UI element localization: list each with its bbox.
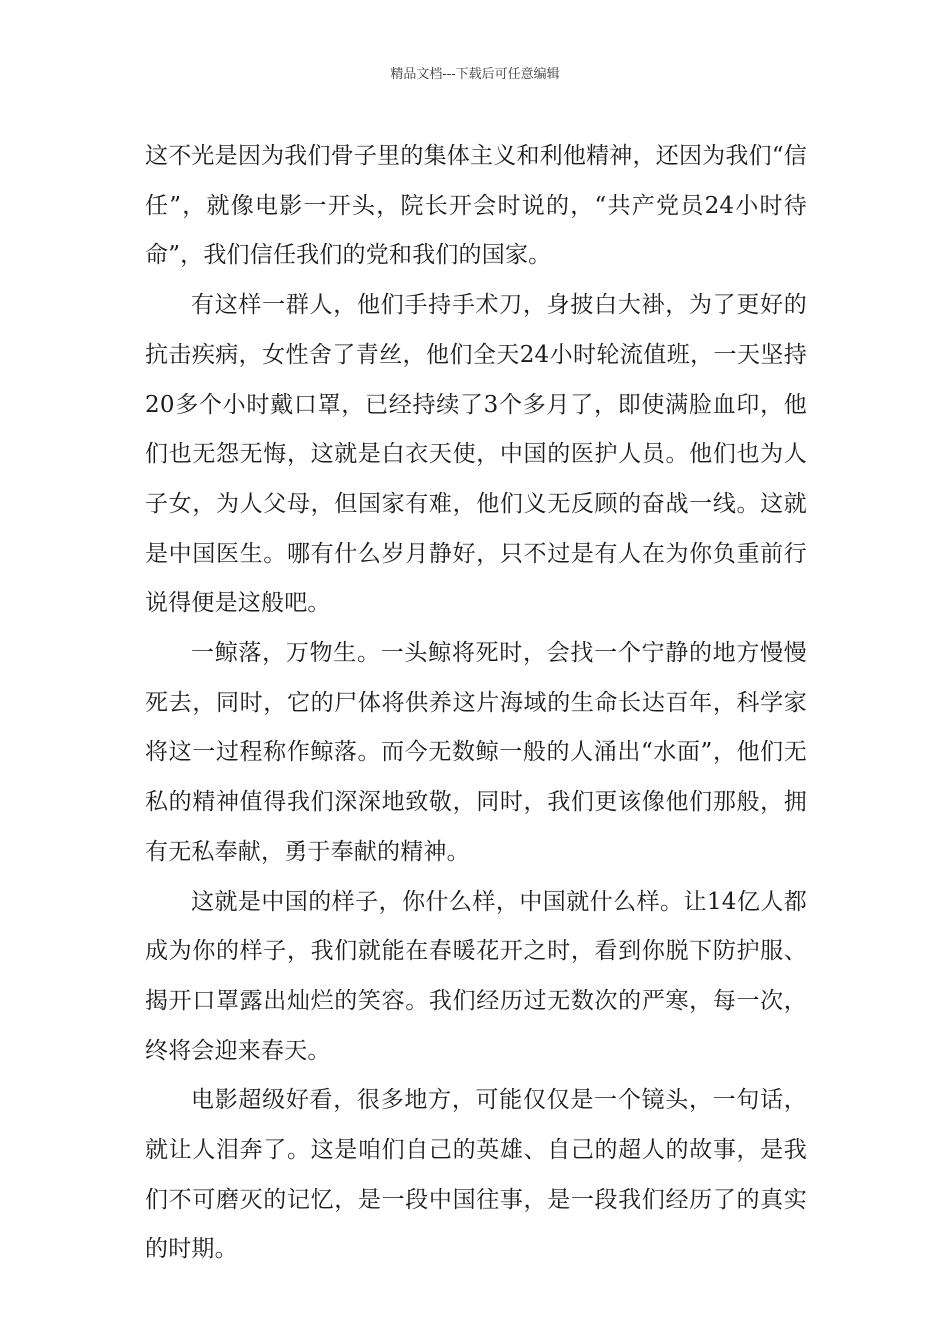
- paragraph-5: 电影超级好看，很多地方，可能仅仅是一个镜头，一句话，就让人泪奔了。这是咱们自己的英雄、自己的超人的故事，是我们不可磨灭的记忆，是一段中国往事，是一段我们经历了的真实的时期。: [145, 1087, 807, 1263]
- paragraph-1: 这不光是因为我们骨子里的集体主义和利他精神，还因为我们“信任”，就像电影一开头，院长开会时说的，“共产党员24小时待命”，我们信任我们的党和我们的国家。: [145, 143, 807, 269]
- paragraph-2: 有这样一群人，他们手持手术刀，身披白大褂，为了更好的抗击疾病，女性舍了青丝，他们全天24小时轮流值班，一天坚持20多个小时戴口罩，已经持续了3个多月了，即使满脸血印，他们也无怨无悔，这就是白衣天使，中国的医护人员。他们也为人子女，为人父母，但国家有难，他们义无反顾的奋战一线。这就是中国医生。哪有什么岁月静好，只不过是有人在为你负重前行说得便是这般吧。: [145, 292, 807, 617]
- document-body: [145, 132, 807, 1275]
- paragraph-3: 一鲸落，万物生。一头鲸将死时，会找一个宁静的地方慢慢死去，同时，它的尸体将供养这片海域的生命长达百年，科学家将这一过程称作鲸落。而今无数鲸一般的人涌出“水面”，他们无私的精神值得我们深深地致敬，同时，我们更该像他们那般，拥有无私奉献，勇于奉献的精神。: [145, 640, 807, 865]
- paragraph-4: 这就是中国的样子，你什么样，中国就什么样。让14亿人都成为你的样子，我们就能在春暖花开之时，看到你脱下防护服、揭开口罩露出灿烂的笑容。我们经历过无数次的严寒，每一次，终将会迎来春天。: [145, 888, 807, 1064]
- page-header: 精品文档---下载后可任意编辑: [390, 67, 560, 82]
